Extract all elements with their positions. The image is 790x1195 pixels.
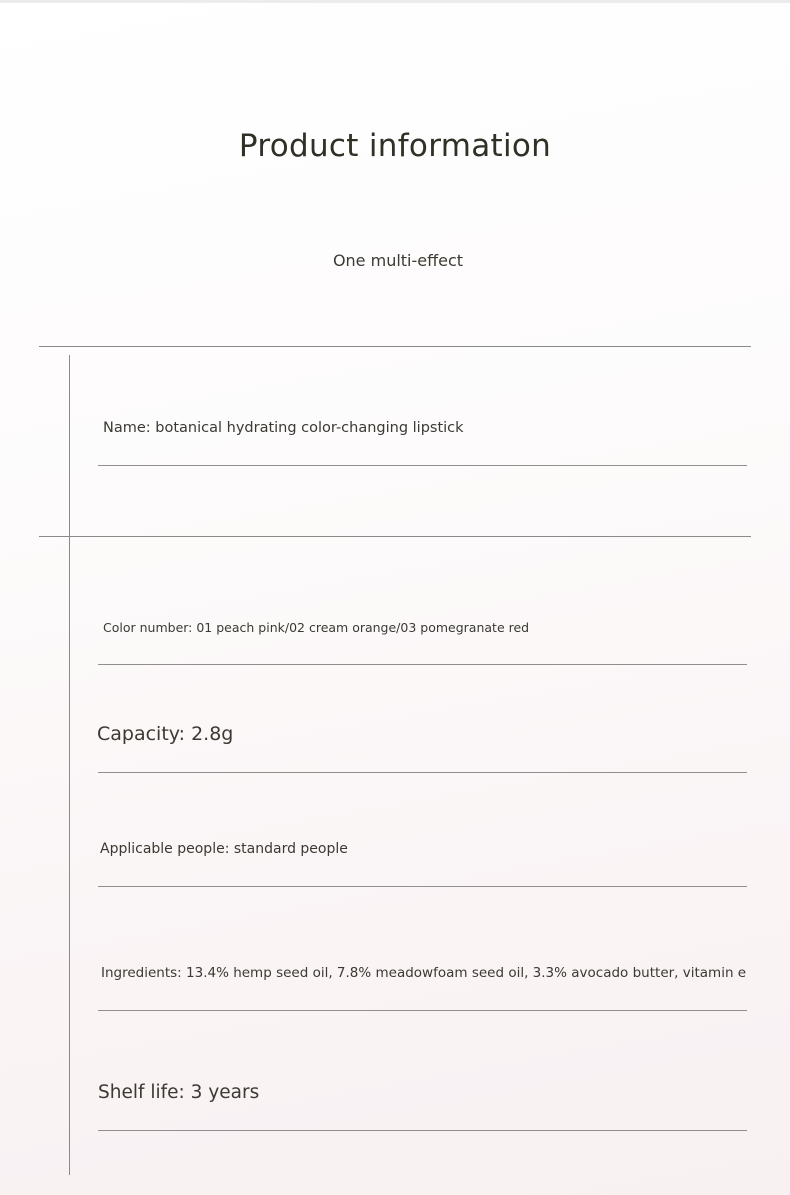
row-divider <box>98 664 747 665</box>
section-divider-top <box>39 346 751 347</box>
field-name: Name: botanical hydrating color-changing lipstick <box>103 420 464 436</box>
page-title: Product information <box>238 128 552 164</box>
field-shelf-life: Shelf life: 3 years <box>98 1082 260 1103</box>
field-capacity: Capacity: 2.8g <box>97 723 234 745</box>
page-subtitle: One multi-effect <box>332 251 464 270</box>
row-divider <box>98 886 747 887</box>
row-divider <box>98 1130 747 1131</box>
row-divider <box>98 465 747 466</box>
top-edge-divider <box>0 0 790 3</box>
field-applicable-people: Applicable people: standard people <box>100 841 348 857</box>
vertical-rule <box>69 355 70 1175</box>
field-ingredients: Ingredients: 13.4% hemp seed oil, 7.8% meadowfoam seed oil, 3.3% avocado butter, vitamin e <box>101 965 747 981</box>
row-divider <box>98 1010 747 1011</box>
field-color-number: Color number: 01 peach pink/02 cream orange/03 pomegranate red <box>103 620 530 635</box>
row-divider <box>98 772 747 773</box>
section-divider-middle <box>39 536 751 537</box>
